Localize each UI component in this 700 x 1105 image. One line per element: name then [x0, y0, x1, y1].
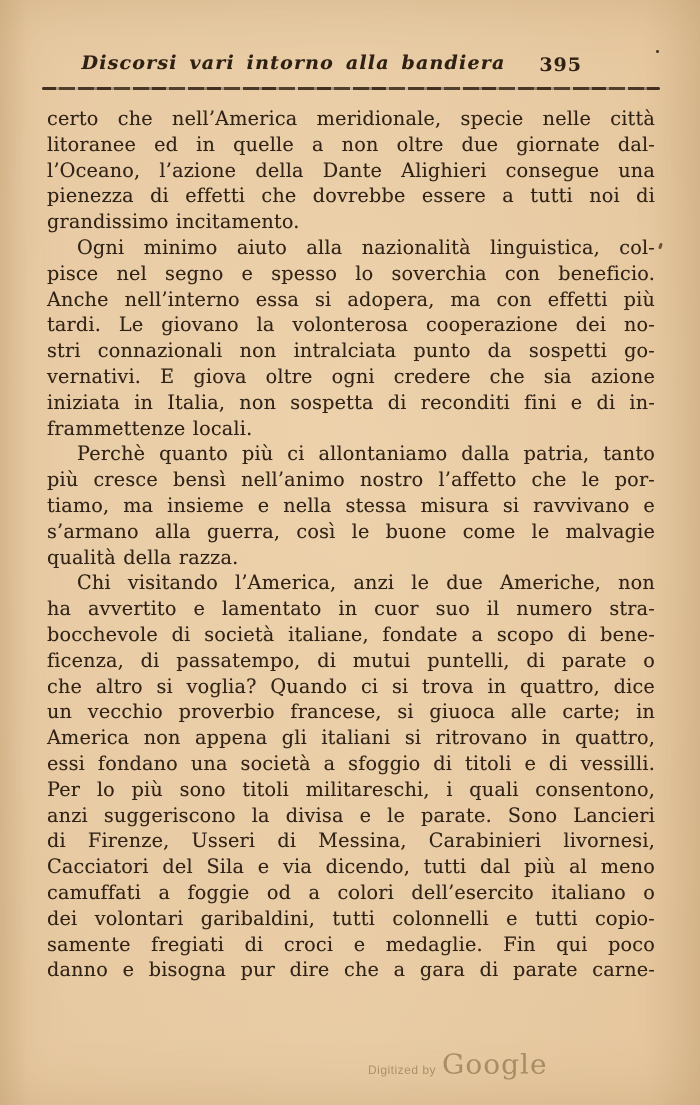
text-line: America non appena gli italiani si ritrovano in quattro, — [47, 726, 655, 750]
digitization-watermark — [368, 1048, 548, 1081]
text-line: camuffati a foggie od a colori dell’esercito italiano o — [47, 880, 655, 904]
text-line: litoranee ed in quelle a non oltre due giornate dal- — [47, 132, 655, 156]
text-line: qualità della razza. — [47, 545, 239, 569]
text-line: che altro si voglia? Quando ci si trova in quattro, dice — [47, 674, 655, 698]
text-line: pisce nel segno e spesso lo soverchia con beneficio. — [47, 261, 655, 285]
text-line: frammettenze locali. — [47, 416, 253, 440]
running-title: Discorsi vari intorno alla bandiera — [81, 52, 506, 74]
text-line: vernativi. E giova oltre ogni credere che sia azione — [47, 364, 655, 388]
text-line: bocchevole di società italiane, fondate a scopo di bene- — [47, 622, 655, 646]
text-line: tiamo, ma insieme e nella stessa misura si ravvivano e — [47, 493, 655, 517]
text-line: certo che nell’America meridionale, specie nelle città — [47, 107, 655, 130]
text-line: Cacciatori del Sila e via dicendo, tutti dal più al meno — [47, 855, 655, 879]
text-line: pienezza di effetti che dovrebbe essere a tutti noi di — [47, 184, 655, 208]
body-text — [47, 106, 655, 983]
page-header — [42, 52, 660, 86]
text-line: essi fondano una società a sfoggio di titoli e di vessilli. — [47, 751, 655, 775]
text-line: samente fregiati di croci e medaglie. Fin qui poco — [47, 932, 655, 956]
text-line: dei volontari garibaldini, tutti colonnelli e tutti copio- — [47, 906, 655, 930]
google-logo: Google — [442, 1048, 548, 1081]
text-line: anzi suggeriscono la divisa e le parate. Sono Lancieri — [47, 803, 655, 827]
header-rule — [42, 87, 660, 90]
text-line: danno e bisogna pur dire che a gara di parate carne- — [47, 958, 655, 982]
paragraph — [47, 570, 655, 983]
text-line: ficenza, di passatempo, di mutui puntelli, di parate o — [47, 648, 655, 672]
text-line: grandissimo incitamento. — [47, 210, 300, 234]
text-line: Anche nell’interno essa si adopera, ma con effetti più — [47, 287, 655, 311]
text-line: Ogni minimo aiuto alla nazionalità linguistica, col- — [77, 235, 655, 259]
scan-speck — [658, 243, 663, 250]
paragraph — [47, 441, 655, 570]
text-line: l’Oceano, l’azione della Dante Alighieri consegue una — [47, 158, 655, 182]
text-line: stri connazionali non intralciata punto da sospetti go- — [47, 339, 655, 363]
text-line: Chi visitando l’America, anzi le due Americhe, non — [77, 571, 655, 595]
text-line: Per lo più sono titoli militareschi, i quali consentono, — [47, 777, 655, 801]
text-line: iniziata in Italia, non sospetta di reconditi fini e di in- — [47, 390, 655, 414]
text-line: ha avvertito e lamentato in cuor suo il numero stra- — [47, 597, 655, 621]
scan-speck — [656, 50, 659, 53]
text-line: s’armano alla guerra, così le buone come le malvagie — [47, 519, 655, 543]
paragraph — [47, 106, 655, 235]
text-line: più cresce bensì nell’animo nostro l’affetto che le por- — [47, 468, 655, 492]
paragraph — [47, 235, 655, 441]
text-line: tardi. Le giovano la volonterosa cooperazione dei no- — [47, 313, 655, 337]
text-line: di Firenze, Usseri di Messina, Carabinieri livornesi, — [47, 829, 655, 853]
text-line: Perchè quanto più ci allontaniamo dalla patria, tanto — [77, 442, 655, 466]
text-line: un vecchio proverbio francese, si giuoca alle carte; in — [47, 700, 655, 724]
digitized-by-label: Digitized by — [368, 1063, 437, 1077]
page-number: 395 — [539, 54, 582, 76]
